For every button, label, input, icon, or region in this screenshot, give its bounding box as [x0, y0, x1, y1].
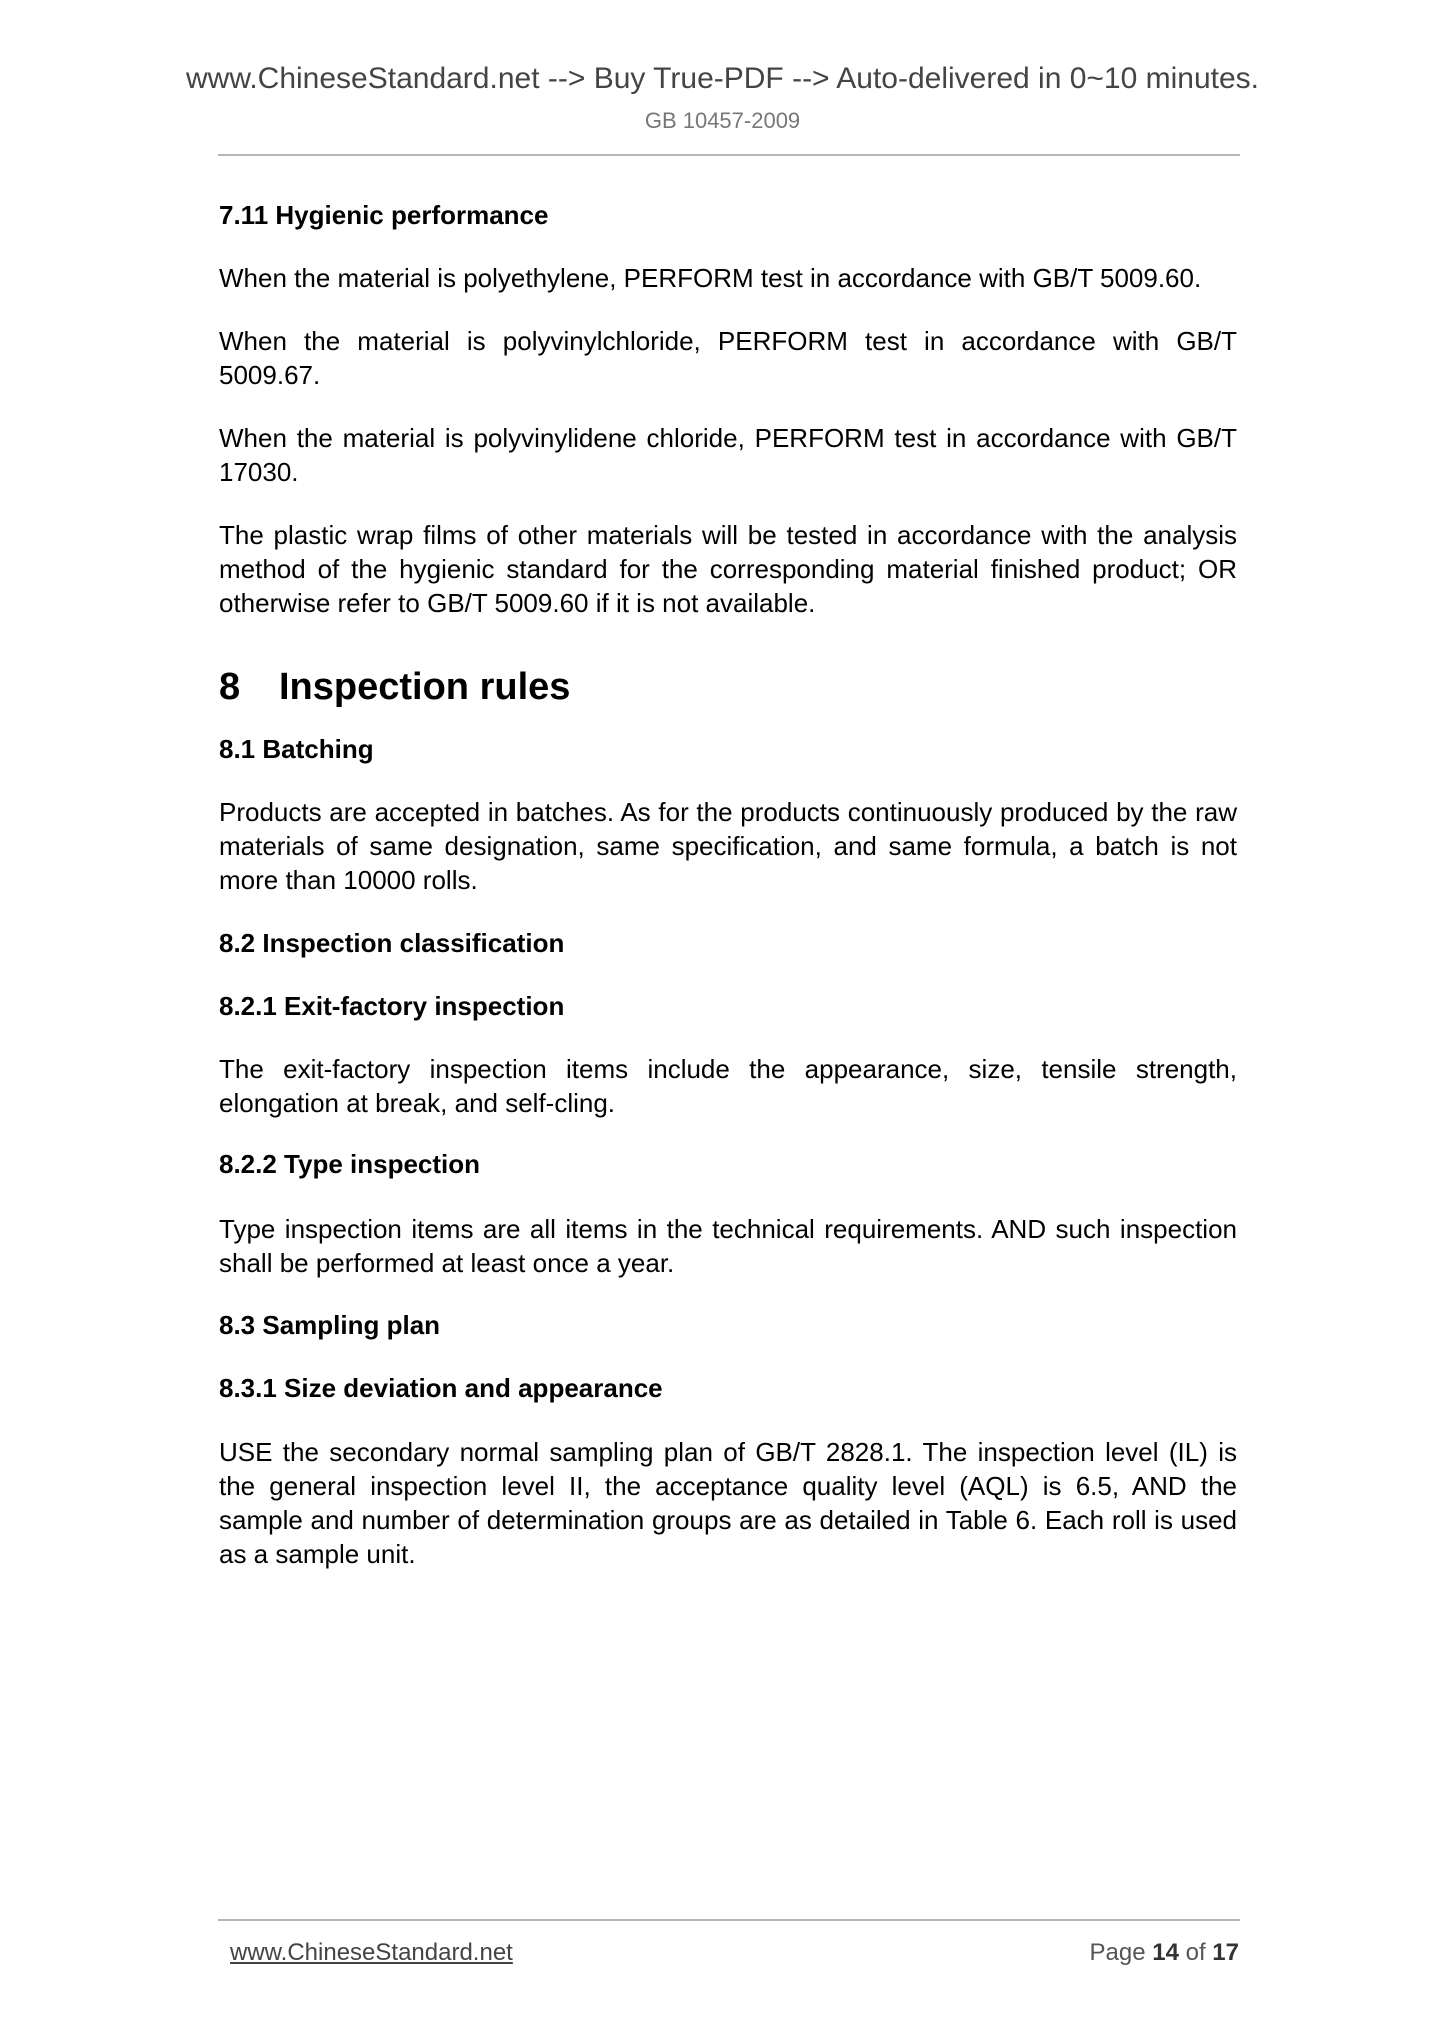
section-title: Inspection rules — [279, 666, 571, 708]
paragraph: USE the secondary normal sampling plan of GB/T 2828.1. The inspection level (IL) is the general inspection level II, the acceptance quality level (AQL) is 6.5, AND the sample and number of determination groups are as detailed in Table 6. Each roll is used as a sample unit. — [219, 1437, 1237, 1569]
heading-8-3: 8.3 Sampling plan — [219, 1310, 441, 1340]
page-current: 14 — [1152, 1939, 1179, 1966]
page-of: of — [1185, 1939, 1206, 1966]
document-id: GB 10457-2009 — [644, 108, 801, 133]
heading-8-3-1: 8.3.1 Size deviation and appearance — [219, 1373, 663, 1403]
footer-divider — [218, 1919, 1240, 1921]
paragraph: Type inspection items are all items in the technical requirements. AND such inspection shall be performed at least once a year. — [219, 1214, 1237, 1278]
paragraph: When the material is polyethylene, PERFORM test in accordance with GB/T 5009.60. — [219, 263, 1202, 293]
page-total: 17 — [1212, 1939, 1239, 1966]
paragraph: The plastic wrap films of other materials will be tested in accordance with the analysis method of the hygienic standard for the corresponding material finished product; OR otherwise refer to GB/T 5009.60 if it is not available. — [219, 520, 1237, 618]
heading-8-1: 8.1 Batching — [219, 734, 374, 764]
heading-8-2: 8.2 Inspection classification — [219, 928, 565, 958]
heading-7-11: 7.11 Hygienic performance — [219, 200, 549, 230]
paragraph: Products are accepted in batches. As for the products continuously produced by the raw materials of same designation, same specification, and same formula, a batch is not more than 10000 rolls. — [219, 797, 1237, 895]
page-indicator — [1090, 1938, 1240, 1968]
heading-8-2-2: 8.2.2 Type inspection — [219, 1149, 481, 1179]
header-divider — [218, 154, 1240, 156]
page-content — [219, 198, 1237, 1571]
heading-8 — [219, 664, 1237, 710]
paragraph: The exit-factory inspection items include the appearance, size, tensile strength, elongation at break, and self-cling. — [219, 1054, 1237, 1118]
footer-website-link[interactable]: www.ChineseStandard.net — [230, 1939, 513, 1966]
section-number: 8 — [219, 666, 241, 708]
page-prefix: Page — [1089, 1939, 1146, 1966]
header-banner: www.ChineseStandard.net --> Buy True-PDF --> Auto-delivered in 0~10 minutes. — [185, 62, 1260, 95]
heading-8-2-1: 8.2.1 Exit-factory inspection — [219, 991, 565, 1021]
paragraph: When the material is polyvinylidene chloride, PERFORM test in accordance with GB/T 17030. — [219, 423, 1237, 487]
paragraph: When the material is polyvinylchloride, PERFORM test in accordance with GB/T 5009.67. — [219, 326, 1237, 390]
